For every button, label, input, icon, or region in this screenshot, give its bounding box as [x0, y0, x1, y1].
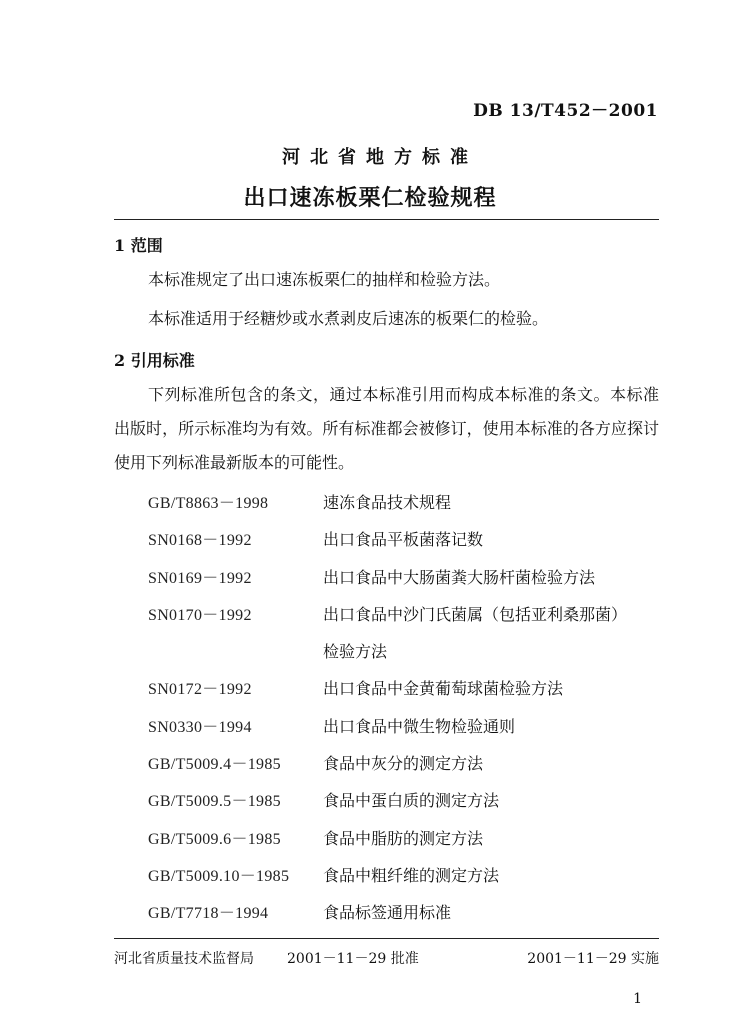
standard-code: GB/T5009.4－1985	[148, 756, 281, 774]
standard-name: 食品中脂肪的测定方法	[323, 828, 484, 848]
list-item	[148, 490, 668, 527]
standard-name: 出口食品中沙门氏菌属（包括亚利桑那菌）	[323, 604, 628, 624]
footer	[114, 948, 659, 968]
standard-code: GB/T7718－1994	[148, 905, 269, 923]
standard-name: 出口食品平板菌落记数	[323, 530, 484, 550]
standard-code: SN0330－1994	[148, 718, 252, 736]
standard-name: 食品中蛋白质的测定方法	[323, 791, 500, 811]
list-item	[148, 527, 668, 564]
section-1-heading: 1 范围	[114, 236, 163, 255]
list-item	[148, 676, 668, 713]
issuing-authority: 河北省质量技术监督局	[114, 951, 254, 967]
list-item	[148, 565, 668, 602]
standard-code: SN0169－1992	[148, 569, 252, 587]
page-number: 1	[633, 991, 642, 1007]
document-code: DB 13/T452－2001	[473, 101, 658, 121]
standard-name: 检验方法	[323, 642, 388, 662]
effective-date: 2001－11－29 实施	[527, 951, 659, 967]
list-item	[148, 788, 668, 825]
standard-organization: 河北省地方标准	[282, 147, 478, 168]
list-item	[148, 900, 668, 937]
standard-name: 出口食品中金黄葡萄球菌检验方法	[323, 679, 564, 699]
standard-code: GB/T8863－1998	[148, 495, 269, 512]
header-divider	[114, 219, 659, 220]
list-item	[148, 714, 668, 751]
standard-name: 速冻食品技术规程	[323, 493, 452, 512]
standard-code: GB/T5009.10－1985	[148, 867, 290, 885]
list-item	[148, 863, 668, 900]
section-2-heading: 2 引用标准	[114, 351, 195, 370]
standard-name: 出口食品中大肠菌粪大肠杆菌检验方法	[323, 567, 596, 587]
standard-code: GB/T5009.6－1985	[148, 830, 281, 848]
referenced-standards-list	[148, 490, 668, 938]
standard-name: 食品中灰分的测定方法	[323, 754, 484, 774]
standard-code: SN0168－1992	[148, 532, 252, 550]
list-item	[148, 751, 668, 788]
list-item	[148, 602, 668, 639]
standard-code: SN0170－1992	[148, 606, 252, 624]
approval-date: 2001－11－29 批准	[287, 951, 419, 967]
standard-code: SN0172－1992	[148, 681, 252, 699]
section-1-paragraph-2: 本标准适用于经糖炒或水煮剥皮后速冻的板栗仁的检验。	[148, 309, 549, 328]
document-title: 出口速冻板栗仁检验规程	[243, 185, 497, 211]
section-2-intro: 下列标准所包含的条文，通过本标准引用而构成本标准的条文。本标准出版时，所示标准均为有效。所有标准都会被修订，使用本标准的各方应探讨使用下列标准最新版本的可能性。	[114, 385, 659, 472]
standard-name: 食品标签通用标准	[323, 903, 452, 923]
standard-name: 食品中粗纤维的测定方法	[323, 865, 500, 885]
section-1-paragraph-1: 本标准规定了出口速冻板栗仁的抽样和检验方法。	[148, 270, 501, 289]
standard-code: GB/T5009.5－1985	[148, 793, 281, 811]
standard-name: 出口食品中微生物检验通则	[323, 716, 516, 736]
footer-divider	[114, 938, 659, 939]
list-item	[148, 639, 668, 676]
list-item	[148, 826, 668, 863]
